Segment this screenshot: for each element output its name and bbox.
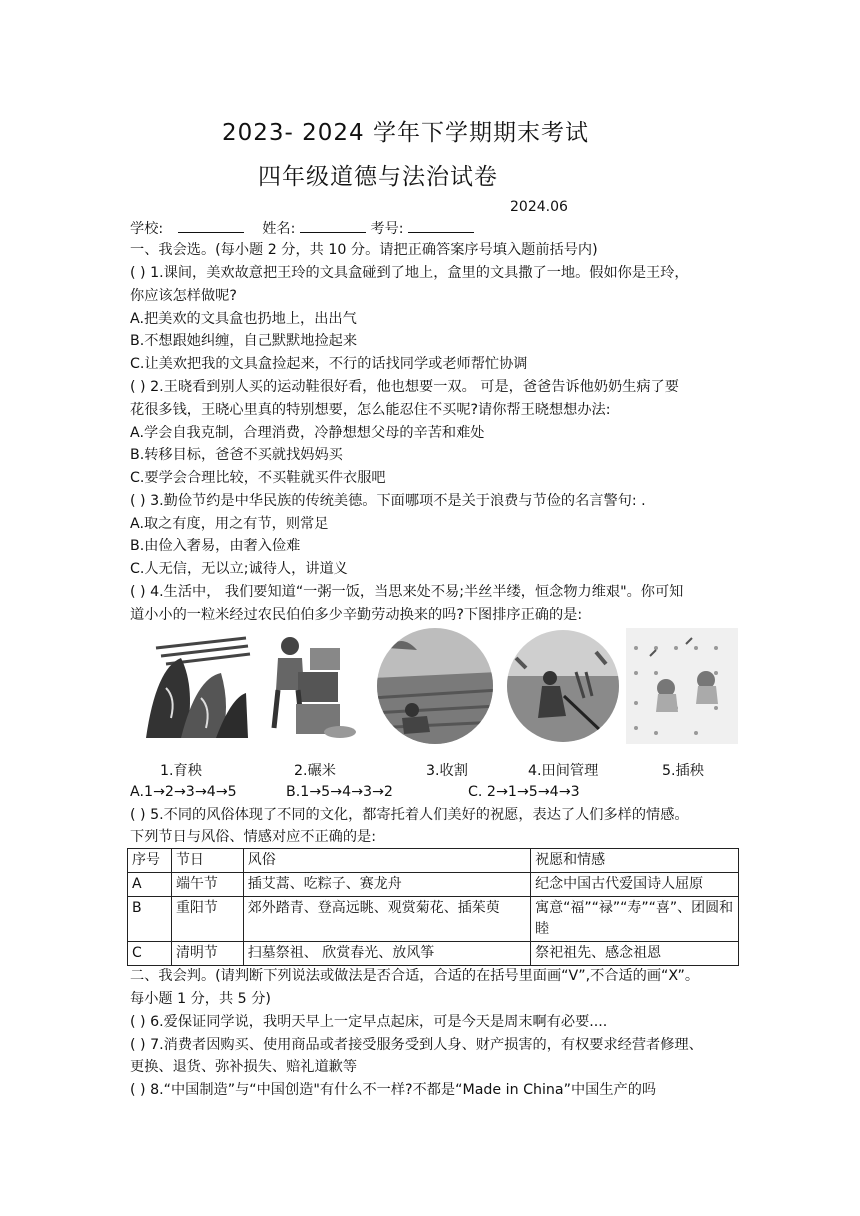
q5-stem-line1: ( ) 5.不同的风俗体现了不同的文化，都寄托着人们美好的祝愿，表达了人们多样的情感。	[130, 807, 689, 823]
section1-heading: 一、我会选。(每小题 2 分，共 10 分。请把正确答案序号填入题前括号内)	[130, 242, 598, 258]
q3-option-b: B.由俭入奢易，由奢入俭难	[130, 538, 301, 554]
q1-stem-line2: 你应该怎样做呢?	[130, 288, 237, 304]
q3-stem: ( ) 3.勤俭节约是中华民族的传统美德。下面哪项不是关于浪费与节俭的名言警句: .	[130, 493, 646, 509]
school-label: 学校:	[130, 221, 164, 237]
exam-no-blank[interactable]	[408, 218, 474, 233]
q4-option-a: A.1→2→3→4→5	[130, 784, 237, 800]
q1-option-c: C.让美欢把我的文具盒捡起来，不行的话找同学或老师帮忙协调	[130, 356, 528, 372]
table-cell: 寓意“福”“禄”“寿”“喜”、团圆和睦	[531, 897, 739, 942]
q3-option-a: A.取之有度，用之有节，则常足	[130, 516, 329, 532]
table-cell: 祭祀祖先、感念祖恩	[531, 942, 739, 966]
section2-heading-line1: 二、我会判。(请判断下列说法或做法是否合适，合适的在括号里面画“V”,不合适的画“X”。	[130, 968, 700, 984]
section2-heading-line2: 每小题 1 分，共 5 分)	[130, 991, 271, 1007]
transplanting-illustration	[626, 628, 738, 744]
q4-options-row	[130, 782, 580, 802]
q2-option-b: B.转移目标，爸爸不买就找妈妈买	[130, 447, 343, 463]
field-management-illustration	[506, 628, 620, 744]
q4-stem-line1: ( ) 4.生活中， 我们要知道“一粥一饭，当思来处不易;半丝半缕，恒念物力维艰"。你可知	[130, 584, 684, 600]
table-cell: 郊外踏青、登高远眺、观赏菊花、插茱萸	[243, 897, 530, 942]
student-info-row	[130, 218, 474, 239]
table-row	[128, 942, 739, 966]
table-header-cell: 风俗	[243, 849, 530, 873]
table-header-cell: 节日	[171, 849, 243, 873]
exam-date: 2024.06	[510, 199, 568, 215]
illustration-caption-5: 5.插秧	[662, 763, 704, 779]
q4-stem-line2: 道小小的一粒米经过农民伯伯多少辛勤劳动换来的吗?下图排序正确的是:	[130, 607, 583, 623]
rice-process-illustrations	[130, 628, 740, 752]
table-header-cell: 祝愿和情感	[531, 849, 739, 873]
harvest-illustration	[372, 628, 498, 744]
table-cell: 纪念中国古代爱国诗人屈原	[531, 873, 739, 897]
q6-stem: ( ) 6.爱保证同学说，我明天早上一定早点起床，可是今天是周末啊有必要....	[130, 1014, 608, 1030]
q1-option-b: B.不想跟她纠缠，自己默默地捡起来	[130, 333, 358, 349]
q2-stem-line2: 花很多钱，王晓心里真的特别想要，怎么能忍住不买呢?请你帮王晓想想办法:	[130, 402, 611, 418]
illustration-caption-3: 3.收割	[426, 763, 468, 779]
name-blank[interactable]	[300, 218, 366, 233]
q4-option-c: C. 2→1→5→4→3	[468, 784, 580, 800]
q2-stem-line1: ( ) 2.王晓看到别人买的运动鞋很好看，他也想要一双。 可是，爸爸告诉他奶奶生病了要	[130, 379, 679, 395]
table-cell: B	[128, 897, 172, 942]
rice-milling-illustration	[258, 628, 360, 744]
exam-subtitle: 四年级道德与法治试卷	[258, 164, 498, 190]
q5-stem-line2: 下列节日与风俗、情感对应不正确的是:	[130, 829, 376, 845]
q1-option-a: A.把美欢的文具盒也扔地上，出出气	[130, 311, 357, 327]
school-blank[interactable]	[178, 218, 244, 233]
table-header-row	[128, 849, 739, 873]
table-cell: 重阳节	[171, 897, 243, 942]
illustration-caption-1: 1.育秧	[160, 763, 202, 779]
q7-stem-line1: ( ) 7.消费者因购买、使用商品或者接受服务受到人身、财产损害的，有权要求经营者修理、	[130, 1037, 703, 1053]
table-cell: 清明节	[171, 942, 243, 966]
exam-no-label: 考号:	[370, 221, 404, 237]
table-cell: A	[128, 873, 172, 897]
name-label: 姓名:	[262, 221, 296, 237]
table-cell: 扫墓祭祖、 欣赏春光、放风筝	[243, 942, 530, 966]
q1-stem-line1: ( ) 1.课间，美欢故意把王玲的文具盒碰到了地上，盒里的文具撒了一地。假如你是王玲，	[130, 265, 689, 281]
table-row	[128, 897, 739, 942]
table-cell: 端午节	[171, 873, 243, 897]
illustration-caption-2: 2.碾米	[294, 763, 336, 779]
q4-option-b: B.1→5→4→3→2	[286, 784, 393, 800]
table-header-cell: 序号	[128, 849, 172, 873]
exam-title: 2023- 2024 学年下学期期末考试	[222, 120, 589, 146]
q2-option-c: C.要学会合理比较，不买鞋就买件衣服吧	[130, 470, 386, 486]
table-cell: 插艾蒿、吃粽子、赛龙舟	[243, 873, 530, 897]
illustration-caption-4: 4.田间管理	[528, 763, 599, 779]
q2-option-a: A.学会自我克制，合理消费，冷静想想父母的辛苦和难处	[130, 425, 485, 441]
table-cell: C	[128, 942, 172, 966]
festival-table	[127, 848, 739, 966]
table-row	[128, 873, 739, 897]
seedling-illustration	[136, 628, 254, 744]
q8-stem: ( ) 8.“中国制造”与“中国创造"有什么不一样?不都是“Made in China”中国生产的吗	[130, 1082, 657, 1098]
q7-stem-line2: 更换、退货、弥补损失、赔礼道歉等	[130, 1059, 358, 1075]
q3-option-c: C.人无信，无以立;诚待人，讲道义	[130, 561, 348, 577]
